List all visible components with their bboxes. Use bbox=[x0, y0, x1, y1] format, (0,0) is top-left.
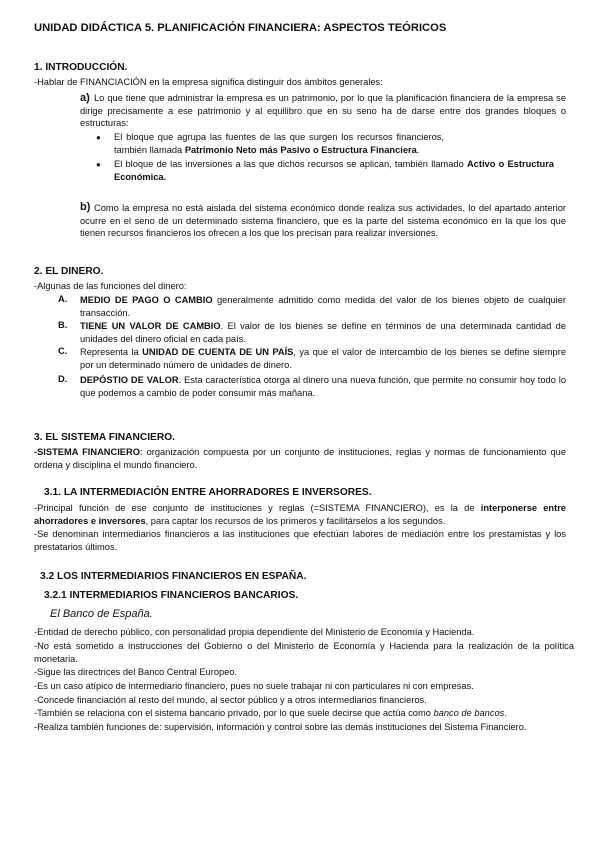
money-function-item: Representa la UNIDAD DE CUENTA DE UN PAÍS, ya que el valor de intercambio de los bienes se define siempre por un determinado número de unidades de dinero. bbox=[80, 347, 566, 370]
bde-item: -Sigue las directrices del Banco Central Europeo. bbox=[34, 667, 238, 677]
section-heading-3-2: 3.2 LOS INTERMEDIARIOS FINANCIEROS EN ESPAÑA. bbox=[40, 571, 307, 582]
bde-item: -Es un caso atípico de intermediario financiero, pues no suele trabajar ni con particulares ni con empresas. bbox=[34, 681, 474, 691]
bde-item: -Realiza también funciones de: supervisión, información y control sobre las demás instituciones del Sistema Financiero. bbox=[34, 722, 527, 732]
bullet-item-financiera: El bloque que agrupa las fuentes de las que surgen los recursos financieros, también llamada Patrimonio Neto más Pasivo o Estructura Financiera. bbox=[114, 132, 444, 155]
paragraph-a: Lo que tiene que administrar la empresa es un patrimonio, por lo que la planificación financiera de la empresa se dirige precisamente a ese patrimonio y al equilibro que en su seno ha de darse entre dos grandes bloques o estructuras: bbox=[80, 93, 566, 128]
intermediacion-paragraph-2: -Se denominan intermediarios financieros a las instituciones que efectúan labores de mediación entre los prestamistas y los prestatarios últimos. bbox=[34, 529, 566, 552]
intro-text: -Hablar de FINANCIACIÓN en la empresa significa distinguir dos ámbitos generales: bbox=[34, 77, 383, 87]
paragraph-b: Como la empresa no está aislada del sistema económico donde realiza sus actividades, lo del apartado anterior ocurre en el seno de un determinado sistema financiero, que es la parte del sistema económico en la que los que tienen recursos financieros los ofrecen a los que los precisan para realizar inversiones. bbox=[80, 203, 566, 238]
section-heading-3-1: 3.1. LA INTERMEDIACIÓN ENTRE AHORRADORES E INVERSORES. bbox=[44, 487, 372, 498]
money-function-item: TIENE UN VALOR DE CAMBIO. El valor de los bienes se define en términos de una determinada cantidad de unidades del dinero oficial en cada país. bbox=[80, 321, 566, 344]
bde-item: -También se relaciona con el sistema bancario privado, por lo que suele decirse que actúa como banco de bancos. bbox=[34, 708, 507, 718]
section-heading-3-2-1: 3.2.1 INTERMEDIARIOS FINANCIEROS BANCARIOS. bbox=[44, 590, 299, 601]
bde-item: -Concede financiación al resto del mundo, al sector público y a otros intermediarios financieros. bbox=[34, 695, 427, 705]
bullet-icon: ● bbox=[96, 133, 101, 142]
banco-espana-heading: El Banco de España. bbox=[50, 608, 153, 620]
money-function-item: DEPÓSTIO DE VALOR. Esta característica otorga al dinero una nueva función, que permite no consumir hoy todo lo que podemos a cambio de poder consumir más mañana. bbox=[80, 375, 566, 398]
bullet-icon: ● bbox=[96, 160, 101, 169]
page-title: UNIDAD DIDÁCTICA 5. PLANIFICACIÓN FINANCIERA: ASPECTOS TEÓRICOS bbox=[34, 22, 447, 34]
money-item-letter: D. bbox=[58, 374, 68, 384]
dinero-intro: -Algunas de las funciones del dinero: bbox=[34, 281, 187, 291]
section-heading-dinero: 2. EL DINERO. bbox=[34, 266, 104, 277]
bullet-item-economica: El bloque de las inversiones a las que dichos recursos se aplican, también llamado Activo o Estructura Económica. bbox=[114, 159, 554, 182]
money-item-letter: B. bbox=[58, 320, 68, 330]
section-heading-introduccion: 1. INTRODUCCIÓN. bbox=[34, 62, 128, 73]
money-item-letter: A. bbox=[58, 294, 68, 304]
bde-item: -No está sometido a instrucciones del Gobierno o del Ministerio de Economía y Hacienda para la realización de la política monetaria. bbox=[34, 641, 574, 664]
section-heading-sistema-financiero: 3. EL SISTEMA FINANCIERO. bbox=[34, 432, 175, 443]
money-item-letter: C. bbox=[58, 346, 68, 356]
sistema-financiero-definition: -SISTEMA FINANCIERO: organización compuesta por un conjunto de instituciones, reglas y normas de funcionamiento que ordena y disciplina el mundo financiero. bbox=[34, 447, 566, 470]
item-label-b: b) bbox=[80, 201, 91, 213]
bde-item: -Entidad de derecho público, con personalidad propia dependiente del Ministerio de Economía y Hacienda. bbox=[34, 627, 475, 637]
money-function-item: MEDIO DE PAGO O CAMBIO generalmente admitido como medida del valor de los bienes objeto de cualquier transacción. bbox=[80, 295, 566, 318]
intermediacion-paragraph-1: -Principal función de ese conjunto de instituciones y reglas (=SISTEMA FINANCIERO), es la de interponerse entre ahorradores e inversores, para captar los recursos de los primeros y facilitárselos a los segundos. bbox=[34, 503, 566, 526]
item-label-a: a) bbox=[80, 92, 90, 104]
